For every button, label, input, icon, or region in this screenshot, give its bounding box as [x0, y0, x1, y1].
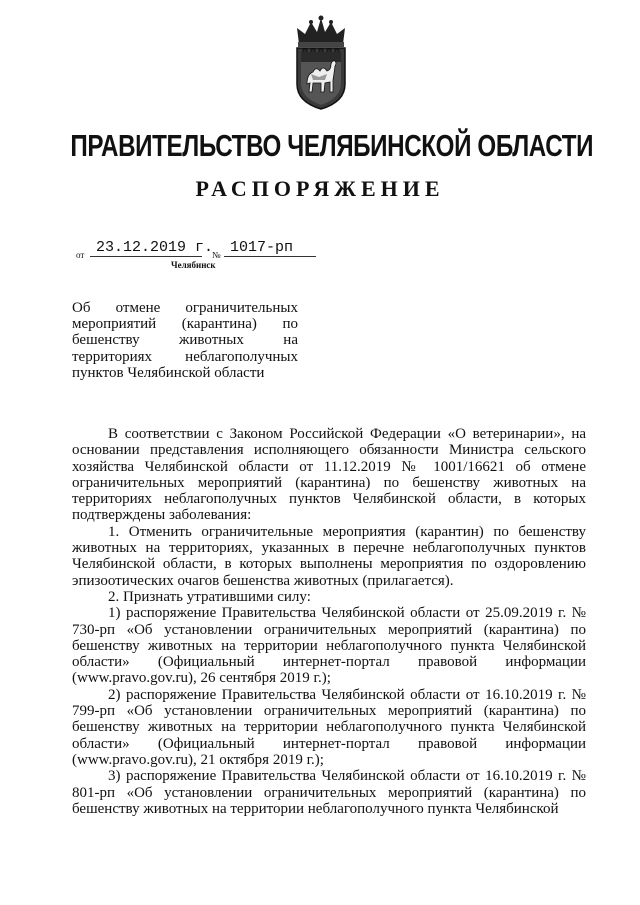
document-body — [72, 426, 586, 817]
document-meta — [76, 238, 316, 268]
city-name: Челябинск — [171, 260, 216, 270]
organization-title: ПРАВИТЕЛЬСТВО ЧЕЛЯБИНСКОЙ ОБЛАСТИ — [70, 128, 594, 163]
document-subject: Об отмене ограничительных мероприятий (карантина) по бешенству животных на территориях неблагополучных пунктов Челябинской области — [72, 300, 298, 381]
document-number: 1017-рп — [230, 239, 294, 256]
paragraph-sub-1: 1) распоряжение Правительства Челябинской области от 25.09.2019 г. № 730-рп «Об установлении ограничительных мероприятий (карантина) по бешенству животных на территории неблагополучного пункта Челябинской области» (Официальный интернет-портал правовой информации (www.pravo.gov.ru), 26 сентября 2019 г.); — [72, 605, 586, 687]
date-label: от — [76, 250, 85, 260]
paragraph-sub-3: 3) распоряжение Правительства Челябинской области от 16.10.2019 г. № 801-рп «Об установлении ограничительных мероприятий (карантина) по бешенству животных на территории неблагополучного пункта Челябинской — [72, 768, 586, 817]
document-type: РАСПОРЯЖЕНИЕ — [195, 176, 445, 201]
paragraph-item-2: 2. Признать утратившими силу: — [108, 588, 311, 605]
paragraph-intro: В соответствии с Законом Российской Федерации «О ветеринарии», на основании представления исполняющего обязанности Министра сельского хозяйства Челябинской области от 11.12.2019 № 1001/16621 об отмене ограничительных мероприятий (карантина) по бешенству животных на территориях неблагополучных пунктов Челябинской области, в которых подтверждены заболевания: — [72, 426, 586, 524]
coat-of-arms-icon — [289, 14, 353, 110]
paragraph-item-1: 1. Отменить ограничительные мероприятия (карантин) по бешенству животных на территориях, указанных в перечне неблагополучных пунктов Челябинской области, в которых выполнены мероприятия по оздоровлению эпизоотических очагов бешенства животных (прилагается). — [72, 523, 586, 589]
number-label: № — [212, 250, 221, 260]
document-date: 23.12.2019 г. — [96, 239, 214, 256]
paragraph-sub-2: 2) распоряжение Правительства Челябинской области от 16.10.2019 г. № 799-рп «Об установлении ограничительных мероприятий (карантина) по бешенству животных на территории неблагополучного пункта Челябинской области» (Официальный интернет-портал правовой информации (www.pravo.gov.ru), 21 октября 2019 г.); — [72, 686, 586, 768]
